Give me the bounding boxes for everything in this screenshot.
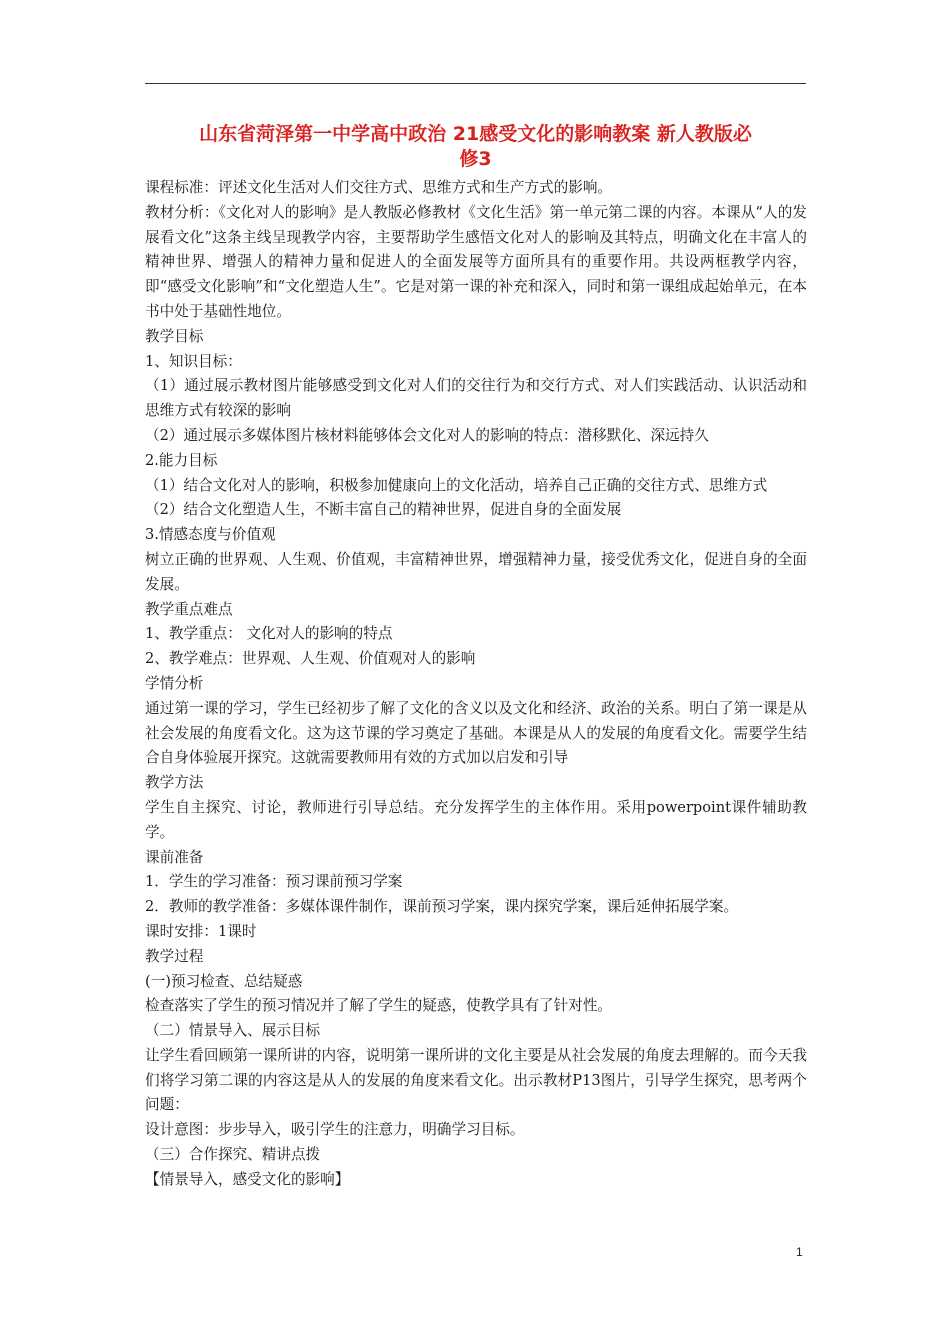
- heading-knowledge-goals: 1、知识目标：: [145, 352, 242, 370]
- key-point: 1、教学重点： 文化对人的影响的特点: [145, 625, 393, 643]
- heading-teaching-methods: 教学方法: [145, 774, 204, 792]
- header-rule: [145, 83, 806, 84]
- heading-student-analysis: 学情分析: [145, 674, 204, 692]
- page-number: 1: [796, 1245, 803, 1259]
- textbook-analysis: 教材分析：《文化对人的影响》是人教版必修教材《文化生活》第一单元第二课的内容。本课从“人的发展看文化”这条主线呈现教学内容，主要帮助学生感悟文化对人的影响及其特点，明确文化在丰富人的精神世界、增强人的精神力量和促进人的全面发展等方面所具有的重要作用。共设两框教学内容，即“感受文化影响”和“文化塑造人生”。它是对第一课的补充和深入，同时和第一课组成起始单元，在本书中处于基础性地位。: [145, 203, 807, 320]
- process-step-3-heading: （三）合作探究、精讲点拨: [145, 1146, 321, 1164]
- heading-ability-goals: 2.能力目标: [145, 451, 218, 469]
- heading-attitude-values: 3.情感态度与价值观: [145, 526, 276, 544]
- scenario-intro: 【情景导入，感受文化的影响】: [145, 1170, 350, 1188]
- student-analysis-text: 通过第一课的学习，学生已经初步了解了文化的含义以及文化和经济、政治的关系。明白了第一课是从社会发展的角度看文化。这为这节课的学习奠定了基础。本课是从人的发展的角度看文化。需要学生结合自身体验展开探究。这就需要教师用有效的方式加以启发和引导: [145, 699, 807, 767]
- difficult-point: 2、教学难点：世界观、人生观、价值观对人的影响: [145, 650, 476, 668]
- process-step-2-heading: （二）情景导入、展示目标: [145, 1022, 321, 1040]
- teacher-preparation: 2．教师的教学准备：多媒体课件制作，课前预习学案，课内探究学案，课后延伸拓展学案。: [145, 898, 739, 916]
- knowledge-goal-1: （1）通过展示教材图片能够感受到文化对人们的交往行为和交行方式、对人们实践活动、认识活动和思维方式有较深的影响: [145, 377, 807, 420]
- design-intent: 设计意图：步步导入，吸引学生的注意力，明确学习目标。: [145, 1121, 525, 1139]
- ability-goal-2: （2）结合文化塑造人生，不断丰富自己的精神世界，促进自身的全面发展: [145, 501, 622, 519]
- process-step-1-text: 检查落实了学生的预习情况并了解了学生的疑惑，使教学具有了针对性。: [145, 997, 613, 1015]
- heading-teaching-process: 教学过程: [145, 947, 204, 965]
- title-line-2: 修3: [459, 148, 492, 170]
- heading-teaching-goals: 教学目标: [145, 327, 204, 345]
- heading-preparation: 课前准备: [145, 848, 204, 866]
- document-title: [145, 122, 806, 172]
- title-line-1: 山东省菏泽第一中学高中政治 21感受文化的影响教案 新人教版必: [199, 123, 752, 145]
- heading-key-difficult-points: 教学重点难点: [145, 600, 233, 618]
- document-body: [145, 176, 807, 1193]
- student-preparation: 1．学生的学习准备：预习课前预习学案: [145, 873, 403, 891]
- course-standard: 课程标准：评述文化生活对人们交往方式、思维方式和生产方式的影响。: [145, 179, 613, 196]
- knowledge-goal-2: （2）通过展示多媒体图片核材料能够体会文化对人的影响的特点：潜移默化、深远持久: [145, 426, 709, 444]
- process-step-1-heading: (一)预习检查、总结疑惑: [145, 972, 303, 990]
- ability-goal-1: （1）结合文化对人的影响，积极参加健康向上的文化活动，培养自己正确的交往方式、思维方式: [145, 476, 768, 494]
- attitude-values-text: 树立正确的世界观、人生观、价值观，丰富精神世界，增强精神力量，接受优秀文化，促进自身的全面发展。: [145, 550, 807, 593]
- process-step-2-text: 让学生看回顾第一课所讲的内容，说明第一课所讲的文化主要是从社会发展的角度去理解的。而今天我们将学习第二课的内容这是从人的发展的角度来看文化。出示教材P13图片，引导学生探究，思考两个问题：: [145, 1046, 807, 1114]
- class-hours: 课时安排：1课时: [145, 922, 257, 940]
- teaching-methods-text: 学生自主探究、讨论，教师进行引导总结。充分发挥学生的主体作用。采用powerpoint课件辅助教学。: [145, 798, 807, 841]
